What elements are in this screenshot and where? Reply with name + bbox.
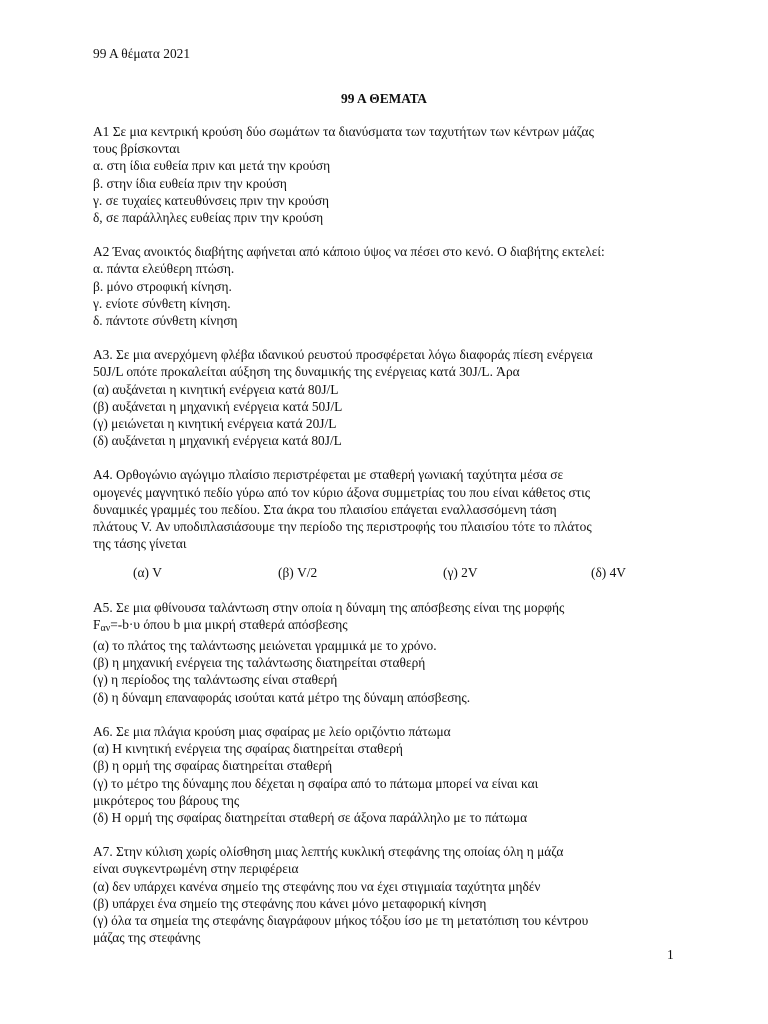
answer-option: γ. σε τυχαίες κατευθύνσεις πριν την κρούση	[93, 192, 330, 208]
answer-option: δ. πάντοτε σύνθετη κίνηση	[93, 313, 238, 329]
question-text: Α5. Σε μια φθίνουσα ταλάντωση στην οποία η δύναμη της απόσβεσης είναι της μορφής	[93, 599, 565, 615]
answer-option: β. στην ίδια ευθεία πριν την κρούση	[93, 175, 287, 191]
answer-option: (δ) αυξάνεται η μηχανική ενέργεια κατά 80J/L	[93, 433, 342, 449]
answer-option: μικρότερος του βάρους της	[93, 792, 240, 808]
question-text: πλάτους V. Αν υποδιπλασιάσουμε την περίοδο της περιστροφής του πλαισίου τότε το πλάτος	[93, 519, 592, 535]
question-a7	[93, 843, 678, 946]
page-number: 1	[667, 947, 674, 962]
answer-option: (γ) μειώνεται η κινητική ενέργεια κατά 20J/L	[93, 416, 337, 432]
question-a5	[93, 599, 678, 706]
damping-force-formula	[93, 616, 678, 637]
answer-option: (α) V	[133, 565, 162, 581]
question-text: 50J/L οπότε προκαλείται αύξηση της δυναμικής της ενέργειας κατά 30J/L. Άρα	[93, 364, 520, 380]
force-subscript: αν	[100, 622, 111, 634]
answer-option: α. πάντα ελεύθερη πτώση.	[93, 261, 235, 277]
question-text: της τάσης γίνεται	[93, 536, 187, 552]
question-a2	[93, 243, 678, 329]
question-text: Α2 Ένας ανοικτός διαβήτης αφήνεται από κάποιο ύψος να πέσει στο κενό. Ο διαβήτης εκτελεί:	[93, 244, 605, 260]
question-text: Α6. Σε μια πλάγια κρούση μιας σφαίρας με λείο οριζόντιο πάτωμα	[93, 723, 451, 739]
answer-option: (δ) Η ορμή της σφαίρας διατηρείται σταθερή σε άξονα παράλληλο με το πάτωμα	[93, 809, 528, 825]
question-text: ομογενές μαγνητικό πεδίο γύρω από τον κύριο άξονα συμμετρίας του που είναι κάθετος στις	[93, 484, 591, 500]
answer-option: (γ) όλα τα σημεία της στεφάνης διαγράφουν μήκος τόξου ίσο με τη μετατόπιση του κέντρου	[93, 912, 589, 928]
answer-option: (γ) η περίοδος της ταλάντωσης είναι σταθερή	[93, 672, 338, 688]
answer-option: (α) Η κινητική ενέργεια της σφαίρας διατηρείται σταθερή	[93, 741, 403, 757]
answer-option: (γ) το μέτρο της δύναμης που δέχεται η σφαίρα από το πάτωμα μπορεί να είναι και	[93, 775, 539, 791]
answer-option: (δ) 4V	[591, 565, 626, 581]
running-header: 99 Α θέματα 2021	[93, 46, 191, 61]
force-symbol: F	[93, 616, 101, 632]
answer-option: (β) η ορμή της σφαίρας διατηρείται σταθερή	[93, 758, 333, 774]
answer-options-row	[93, 564, 678, 581]
question-text: Α4. Ορθογώνιο αγώγιμο πλαίσιο περιστρέφεται με σταθερή γωνιακή ταχύτητα μέσα σε	[93, 467, 564, 483]
answer-option: (α) αυξάνεται η κινητική ενέργεια κατά 80J/L	[93, 381, 339, 397]
question-text: τους βρίσκονται	[93, 141, 180, 157]
answer-option: (δ) η δύναμη επαναφοράς ισούται κατά μέτρο της δύναμη απόσβεσης.	[93, 689, 471, 705]
answer-option: (γ) 2V	[443, 565, 478, 581]
force-expression: =-b·υ όπου b μια μικρή σταθερά απόσβεσης	[110, 616, 348, 632]
question-text: είναι συγκεντρωμένη στην περιφέρεια	[93, 861, 299, 877]
question-text: Α3. Σε μια ανερχόμενη φλέβα ιδανικού ρευστού προσφέρεται λόγω διαφοράς πίεση ενέργεια	[93, 347, 593, 363]
answer-option: (β) αυξάνεται η μηχανική ενέργεια κατά 50J/L	[93, 398, 343, 414]
answer-option: (β) υπάρχει ένα σημείο της στεφάνης που κάνει μόνο μεταφορική κίνηση	[93, 895, 487, 911]
answer-option: β. μόνο στροφική κίνηση.	[93, 278, 232, 294]
question-a1	[93, 123, 678, 226]
question-a3	[93, 346, 678, 449]
question-text: δυναμικές γραμμές του πεδίου. Στα άκρα του πλαισίου επάγεται εναλλασσόμενη τάση	[93, 501, 557, 517]
answer-option: γ. ενίοτε σύνθετη κίνηση.	[93, 295, 231, 311]
questions-body	[93, 123, 678, 963]
question-a6	[93, 723, 678, 826]
question-text: Α1 Σε μια κεντρική κρούση δύο σωμάτων τα διανύσματα των ταχυτήτων των κέντρων μάζας	[93, 124, 594, 139]
answer-option: α. στη ίδια ευθεία πριν και μετά την κρούση	[93, 158, 331, 174]
answer-option: μάζας της στεφάνης	[93, 930, 201, 946]
answer-option: (α) δεν υπάρχει κανένα σημείο της στεφάνης που να έχει στιγμιαία ταχύτητα μηδέν	[93, 878, 541, 894]
answer-option: (α) το πλάτος της ταλάντωσης μειώνεται γραμμικά με το χρόνο.	[93, 638, 437, 654]
answer-option: (β) V/2	[278, 565, 318, 581]
question-text: Α7. Στην κύλιση χωρίς ολίσθηση μιας λεπτής κυκλική στεφάνης της οποίας όλη η μάζα	[93, 844, 564, 860]
question-a4	[93, 466, 678, 581]
answer-option: δ, σε παράλληλες ευθείας πριν την κρούση	[93, 210, 324, 226]
page-title: 99 Α ΘΕΜΑΤΑ	[341, 91, 427, 106]
answer-option: (β) η μηχανική ενέργεια της ταλάντωσης διατηρείται σταθερή	[93, 655, 426, 671]
